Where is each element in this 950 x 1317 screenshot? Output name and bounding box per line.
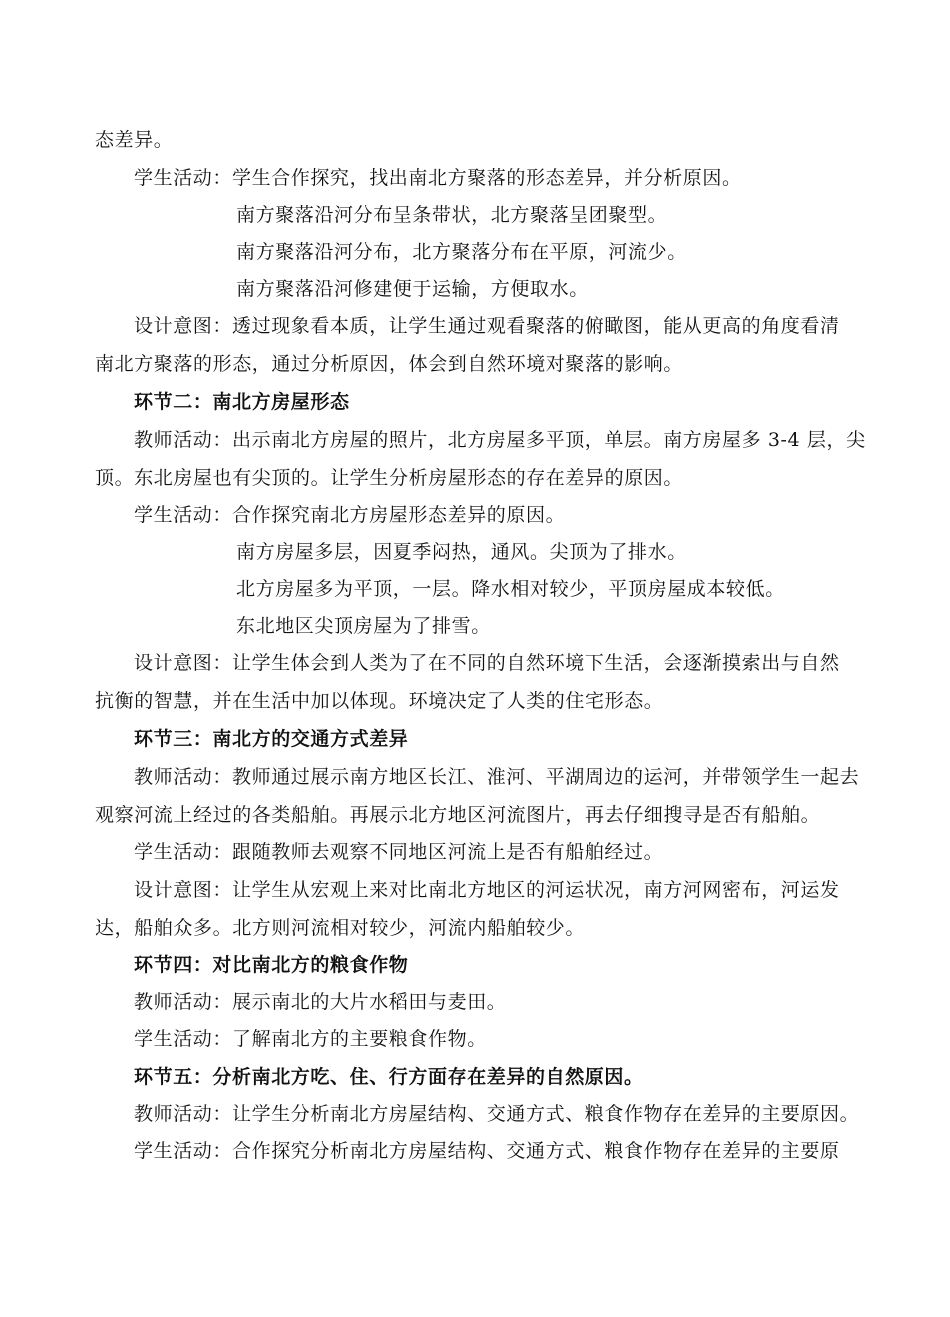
- paragraph-line: 达，船舶众多。北方则河流相对较少，河流内船舶较少。: [95, 917, 586, 939]
- paragraph-line: 学生活动：跟随教师去观察不同地区河流上是否有船舶经过。: [134, 841, 664, 863]
- section-heading: 环节五：分析南北方吃、住、行方面存在差异的自然原因。: [134, 1066, 644, 1088]
- paragraph-line: 南方房屋多层，因夏季闷热，通风。尖顶为了排水。: [236, 541, 687, 563]
- paragraph-line: 南方聚落沿河修建便于运输，方便取水。: [236, 278, 589, 300]
- section-heading: 环节四：对比南北方的粮食作物: [134, 954, 409, 976]
- paragraph-line: 教师活动：教师通过展示南方地区长江、淮河、平湖周边的运河，并带领学生一起去: [134, 766, 860, 788]
- paragraph-line: 南北方聚落的形态，通过分析原因，体会到自然环境对聚落的影响。: [95, 353, 684, 375]
- paragraph-line: 东北地区尖顶房屋为了排雪。: [236, 615, 491, 637]
- paragraph-line: 设计意图：透过现象看本质，让学生通过观看聚落的俯瞰图，能从更高的角度看清: [134, 315, 840, 337]
- paragraph-line: 学生活动：合作探究南北方房屋形态差异的原因。: [134, 504, 566, 526]
- paragraph-line: 设计意图：让学生体会到人类为了在不同的自然环境下生活，会逐渐摸索出与自然: [134, 652, 840, 674]
- paragraph-line: 设计意图：让学生从宏观上来对比南北方地区的河运状况，南方河网密布，河运发: [134, 879, 840, 901]
- paragraph-line: 教师活动：展示南北的大片水稻田与麦田。: [134, 991, 507, 1013]
- paragraph-line: 学生活动：合作探究分析南北方房屋结构、交通方式、粮食作物存在差异的主要原: [134, 1140, 840, 1162]
- paragraph-line: 态差异。: [95, 129, 174, 151]
- paragraph-line: 抗衡的智慧，并在生活中加以体现。环境决定了人类的住宅形态。: [95, 690, 664, 712]
- paragraph-line: 北方房屋多为平顶，一层。降水相对较少，平顶房屋成本较低。: [236, 578, 785, 600]
- paragraph-line: 南方聚落沿河分布呈条带状，北方聚落呈团聚型。: [236, 204, 668, 226]
- paragraph-line: 学生活动：学生合作探究，找出南北方聚落的形态差异，并分析原因。: [134, 167, 742, 189]
- paragraph-line: 学生活动：了解南北方的主要粮食作物。: [134, 1028, 487, 1050]
- paragraph-line: 南方聚落沿河分布，北方聚落分布在平原，河流少。: [236, 241, 687, 263]
- paragraph-line: 教师活动：让学生分析南北方房屋结构、交通方式、粮食作物存在差异的主要原因。: [134, 1103, 860, 1125]
- section-heading: 环节二：南北方房屋形态: [134, 391, 350, 413]
- paragraph-line: 教师活动：出示南北方房屋的照片，北方房屋多平顶，单层。南方房屋多 3-4 层，尖: [134, 429, 866, 451]
- section-heading: 环节三：南北方的交通方式差异: [134, 728, 409, 750]
- paragraph-line: 观察河流上经过的各类船舶。再展示北方地区河流图片，再去仔细搜寻是否有船舶。: [95, 804, 821, 826]
- paragraph-line: 顶。东北房屋也有尖顶的。让学生分析房屋形态的存在差异的原因。: [95, 467, 684, 489]
